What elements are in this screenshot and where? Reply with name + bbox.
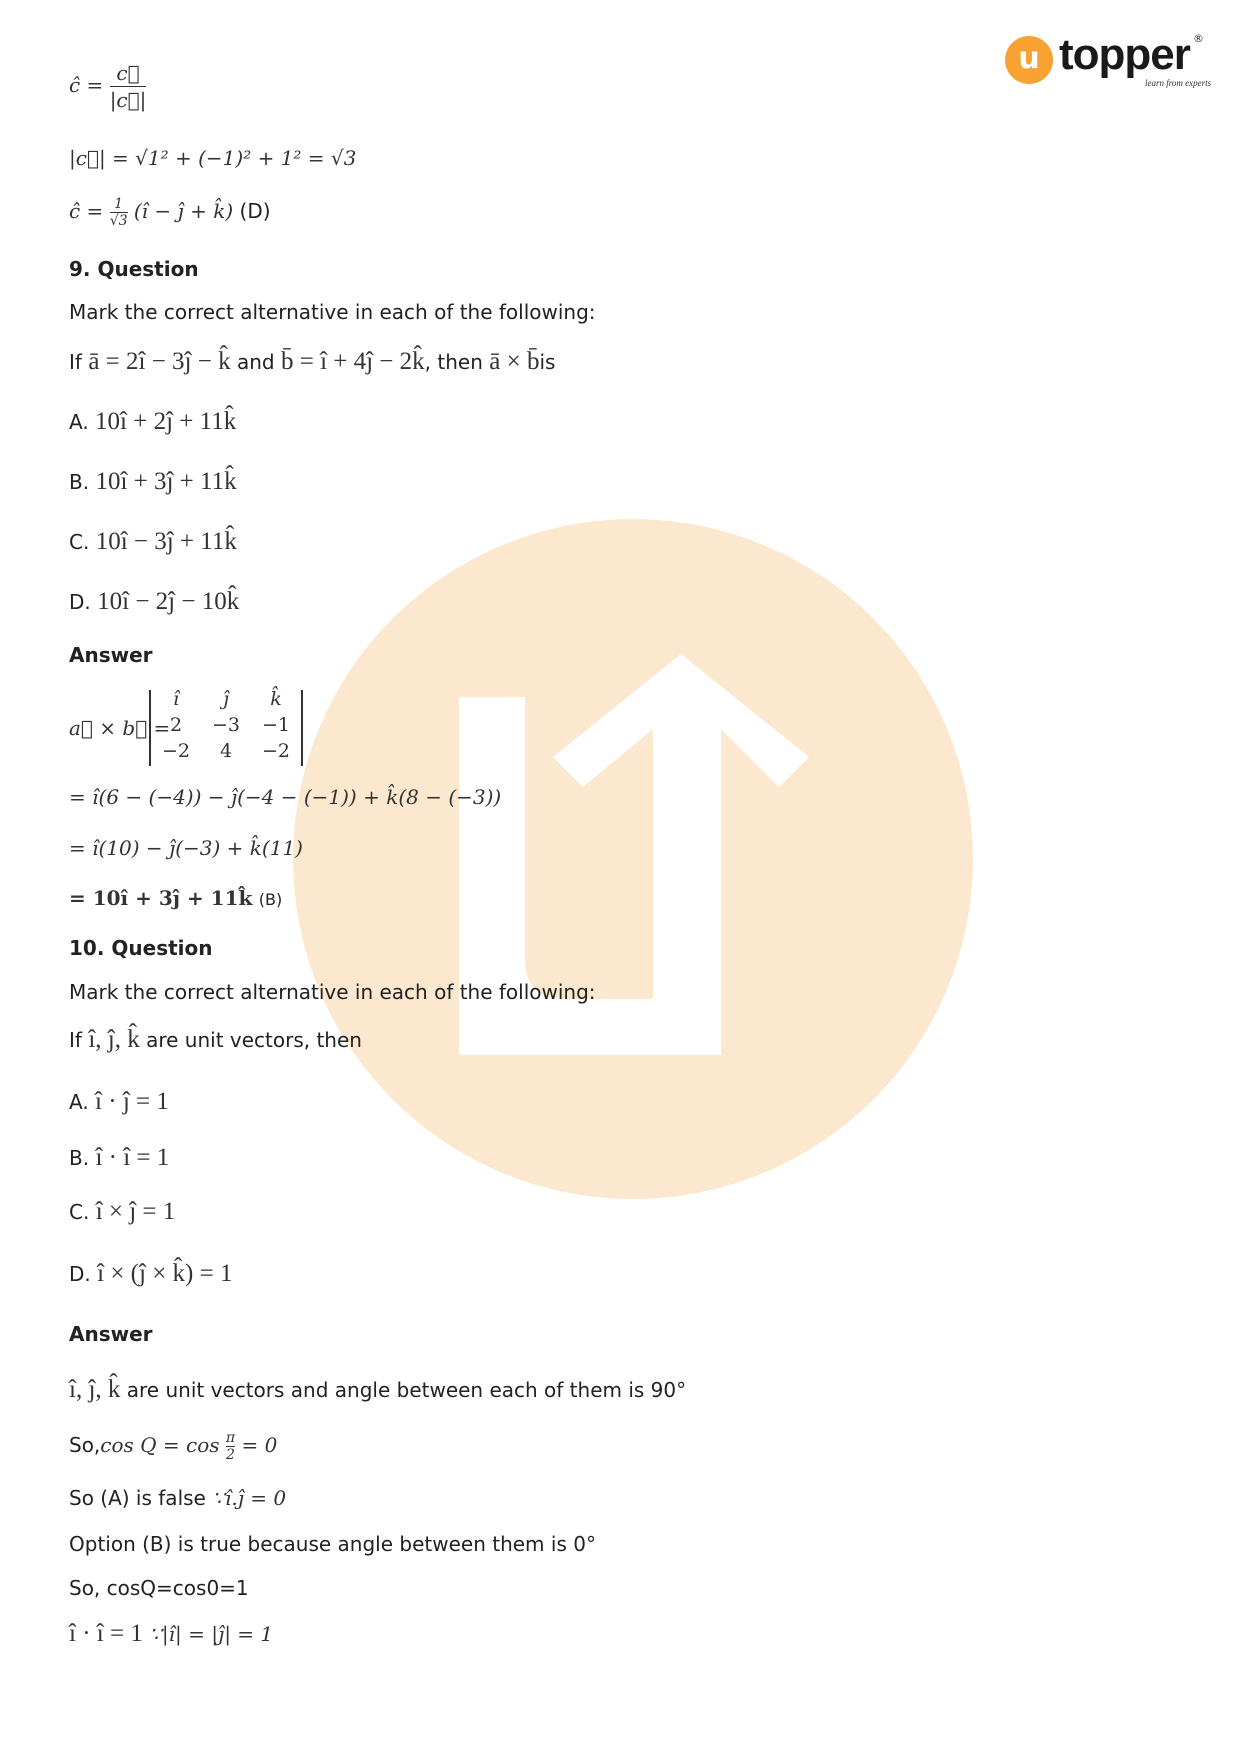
c-hat-result (69, 196, 271, 229)
option-label: C. (69, 1200, 90, 1224)
q10-answer-line-3 (69, 1486, 286, 1510)
det-cell: î (172, 688, 180, 710)
det-cell: 4 (219, 740, 233, 762)
q9-step-3 (69, 886, 282, 910)
c-mod-denominator: |c⃗| (109, 88, 147, 112)
q10-option-b (69, 1144, 169, 1172)
determinant-block (69, 690, 389, 770)
stem-if: If (69, 1028, 82, 1052)
registered-mark: ® (1193, 32, 1204, 45)
dot-product-expr: ∵î.ĵ = 0 (212, 1486, 287, 1510)
stem-then: , then (424, 350, 483, 374)
question-9-instruction: Mark the correct alternative in each of the following: (69, 300, 596, 324)
option-expr: î · î = 1 (95, 1144, 170, 1171)
stem-is: is (539, 350, 556, 374)
vector-b-expr: b̄ = î + 4ĵ − 2k̂ (280, 348, 425, 375)
option-expr: î · ĵ = 1 (95, 1088, 169, 1115)
q9-answer-heading: Answer (69, 643, 153, 667)
c-hat-fraction (110, 60, 147, 113)
option-expr: 10î − 2ĵ − 10k̂ (97, 588, 240, 615)
c-hat-result-rhs: (î − ĵ + k̂) (133, 199, 234, 223)
q9-step-1: = î(6 − (−4)) − ĵ(−4 − (−1)) + k̂(8 − (−3)) (69, 785, 502, 809)
modulus-expr: ∵|î| = |ĵ| = 1 (149, 1622, 274, 1646)
c-vec-numerator: c⃗ (116, 61, 140, 85)
q9-option-d (69, 588, 239, 616)
one-over-root3 (110, 196, 128, 229)
q9-final-expr: = 10î + 3ĵ + 11k̂ (69, 886, 253, 910)
cross-product-expr: ā × b̄ (489, 348, 540, 375)
det-cell: ĵ (223, 688, 229, 710)
brand-logo (1005, 30, 1215, 100)
unit-vectors-expr: î, ĵ, k̂ (69, 1376, 121, 1403)
question-10-stem (69, 1026, 362, 1054)
question-10-heading: 10. Question (69, 936, 213, 960)
frac-numerator: π (225, 1430, 236, 1446)
det-cell: −3 (211, 714, 240, 736)
frac-denominator: 2 (226, 1447, 235, 1463)
dot-product-expr: î · î = 1 (69, 1620, 143, 1647)
c-hat-lhs: ĉ = (69, 73, 104, 97)
q10-option-c (69, 1198, 175, 1226)
q10-option-a (69, 1088, 169, 1116)
determinant-matrix (149, 690, 303, 766)
c-hat-option: (D) (239, 199, 271, 223)
option-label: A. (69, 410, 89, 434)
q10-option-d (69, 1260, 232, 1288)
option-expr: 10î − 3ĵ + 11k̂ (95, 528, 237, 555)
question-9-stem (69, 348, 555, 376)
option-label: B. (69, 470, 90, 494)
stem-rest: are unit vectors, then (146, 1028, 362, 1052)
q10-answer-line-6 (69, 1620, 273, 1648)
stem-and: and (236, 350, 275, 374)
question-10-instruction: Mark the correct alternative in each of the following: (69, 980, 596, 1004)
watermark-arrow-icon (293, 519, 973, 1199)
q9-option-b (69, 468, 237, 496)
answer-text: So (A) is false (69, 1486, 206, 1510)
answer-prefix: So, (69, 1433, 101, 1457)
q10-answer-line-5: So, cosQ=cos0=1 (69, 1576, 249, 1600)
det-cell: 2 (169, 714, 183, 736)
logo-tagline: learn from experts (1145, 78, 1212, 88)
stem-if: If (69, 350, 82, 374)
option-label: B. (69, 1146, 90, 1170)
q9-final-option: (B) (258, 890, 283, 909)
q10-answer-line-2 (69, 1430, 277, 1463)
pi-over-two (226, 1430, 235, 1463)
answer-text: are unit vectors and angle between each of them is 90° (126, 1378, 687, 1402)
option-expr: î × (ĵ × k̂) = 1 (97, 1260, 233, 1287)
logo-wordmark: topper (1059, 30, 1190, 79)
c-hat-result-lhs: ĉ = (69, 199, 104, 223)
det-cell: −2 (261, 740, 290, 762)
cos-result: = 0 (241, 1433, 278, 1457)
option-label: D. (69, 1262, 91, 1286)
option-label: C. (69, 530, 90, 554)
option-label: A. (69, 1090, 89, 1114)
option-expr: 10î + 2ĵ + 11k̂ (95, 408, 237, 435)
vector-a-expr: ā = 2î − 3ĵ − k̂ (88, 348, 231, 375)
q9-step-2: = î(10) − ĵ(−3) + k̂(11) (69, 836, 303, 860)
q9-option-c (69, 528, 237, 556)
c-hat-definition (69, 60, 146, 113)
c-modulus-line: |c⃗| = √1² + (−1)² + 1² = √3 (69, 146, 357, 170)
frac-numerator: 1 (114, 196, 124, 212)
unit-vectors-expr: î, ĵ, k̂ (88, 1026, 140, 1053)
det-cell: −1 (261, 714, 290, 736)
q10-answer-heading: Answer (69, 1322, 153, 1346)
det-cell: k̂ (270, 688, 282, 710)
option-label: D. (69, 590, 91, 614)
question-9-heading: 9. Question (69, 257, 199, 281)
frac-denominator: √3 (109, 213, 128, 229)
q10-answer-line-4: Option (B) is true because angle between them is 0° (69, 1532, 596, 1556)
option-expr: 10î + 3ĵ + 11k̂ (95, 468, 237, 495)
det-cell: −2 (161, 740, 190, 762)
logo-badge-icon: u (1005, 36, 1053, 84)
cos-expr: cos Q = cos (100, 1433, 220, 1457)
q10-answer-line-1 (69, 1376, 686, 1404)
q9-option-a (69, 408, 236, 436)
determinant-lhs: a⃗ × b⃗ = (69, 716, 171, 740)
option-expr: î × ĵ = 1 (95, 1198, 176, 1225)
